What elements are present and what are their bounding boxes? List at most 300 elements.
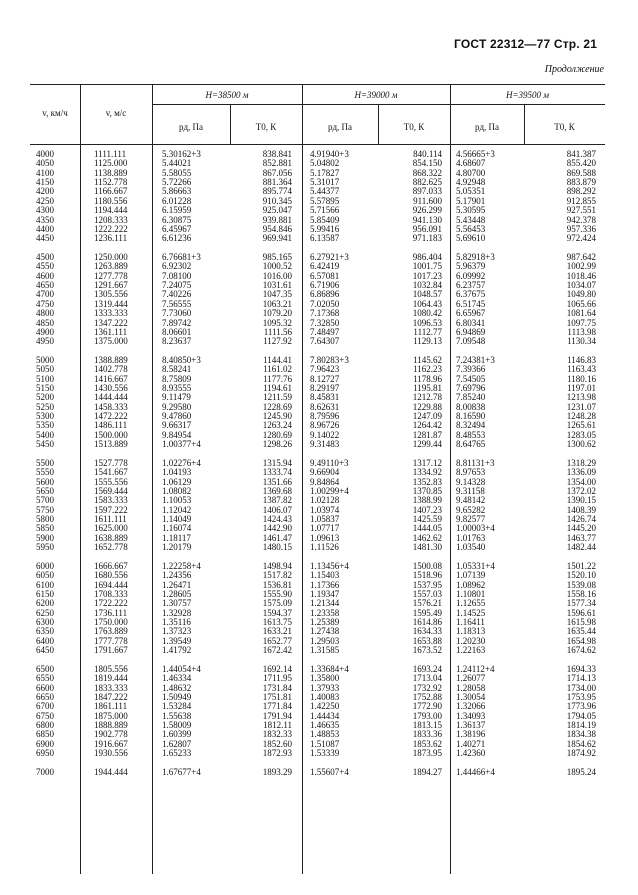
table-cell: 1541.667 [94, 467, 128, 478]
table-cell: 7.48497 [310, 326, 340, 337]
page-header-title: ГОСТ 22312—77 Стр. 21 [454, 37, 598, 51]
table-cell: 855.420 [566, 158, 596, 169]
table-cell: 1333.74 [262, 467, 292, 478]
table-cell: 1.03974 [310, 504, 340, 515]
table-cell: 1.30757 [162, 598, 192, 609]
table-cell: 1708.333 [94, 589, 128, 600]
table-cell: 6.23757 [456, 280, 486, 291]
table-cell: 1095.32 [262, 317, 292, 328]
table-cell: 1635.44 [566, 626, 596, 637]
table-cell: 1334.92 [412, 467, 442, 478]
table-cell: 9.66317 [162, 420, 192, 431]
table-cell: 1145.62 [413, 354, 442, 365]
table-cell: 1596.61 [566, 607, 596, 618]
table-cell: 1097.75 [566, 317, 596, 328]
table-cell: 5.44377 [310, 186, 340, 197]
table-cell: 897.033 [412, 186, 442, 197]
table-cell: 911.600 [413, 195, 442, 206]
table-cell: 1.23358 [310, 607, 340, 618]
table-cell: 1791.667 [94, 645, 128, 656]
row-block [534, 150, 596, 244]
table-cell: 1277.778 [94, 270, 128, 281]
table-cell: 1.42250 [310, 701, 340, 712]
table-cell: 1.53284 [162, 701, 192, 712]
table-cell: 1178.96 [413, 373, 442, 384]
table-cell: 5300 [36, 411, 54, 422]
table-cell: 7.24381+3 [456, 354, 495, 365]
table-cell: 1336.09 [566, 467, 596, 478]
table-cell: 1.33684+4 [310, 663, 349, 674]
table-cell: 1370.85 [412, 486, 442, 497]
table-cell: 1.01763 [456, 532, 486, 543]
table-cell: 1195.81 [413, 383, 442, 394]
row-block [384, 562, 442, 656]
header-t0-2: T0, К [403, 122, 425, 132]
table-cell: 1.06129 [162, 476, 192, 487]
table-cell: 5000 [36, 354, 54, 365]
table-cell: 1805.556 [94, 663, 128, 674]
table-cell: 1162.23 [413, 364, 442, 375]
table-cell: 1228.69 [262, 401, 292, 412]
table-cell: 5.72266 [162, 177, 192, 188]
table-cell: 939.881 [262, 214, 292, 225]
row-block [310, 253, 376, 347]
table-cell: 1.42360 [456, 748, 486, 759]
table-cell: 6.61236 [162, 233, 192, 244]
table-cell: 5.17901 [456, 195, 486, 206]
table-cell: 1772.90 [412, 701, 442, 712]
row-block [384, 459, 442, 553]
table-cell: 869.588 [566, 167, 596, 178]
table-cell: 1614.86 [412, 617, 442, 628]
table-cell: 1.08962 [456, 579, 486, 590]
col-divider-6 [450, 84, 451, 874]
table-cell: 1146.83 [567, 354, 596, 365]
table-cell: 1250.000 [94, 251, 128, 262]
table-cell: 1351.66 [262, 476, 292, 487]
table-cell: 1291.667 [94, 280, 128, 291]
table-cell: 1461.47 [262, 532, 292, 543]
table-cell: 1.40271 [456, 738, 486, 749]
table-cell: 5.86663 [162, 186, 192, 197]
table-cell: 1.26077 [456, 673, 486, 684]
header-pd-1: pд, Па [178, 122, 204, 132]
table-cell: 881.364 [262, 177, 292, 188]
header-v-kmh: v, км/ч [42, 108, 68, 118]
table-cell: 7000 [36, 766, 54, 777]
table-cell: 1127.92 [263, 336, 292, 347]
table-cell: 1.20179 [162, 542, 192, 553]
table-cell: 7.73060 [162, 308, 192, 319]
row-block [456, 562, 522, 656]
table-cell: 1536.81 [262, 579, 292, 590]
table-cell: 1.46334 [162, 673, 192, 684]
table-cell: 1.27438 [310, 626, 340, 637]
table-cell: 1763.889 [94, 626, 128, 637]
header-group-39000: H=39000 м [354, 90, 398, 100]
row-block [310, 562, 376, 656]
table-cell: 4500 [36, 251, 54, 262]
table-cell: 1893.29 [262, 766, 292, 777]
table-cell: 7.54505 [456, 373, 486, 384]
table-cell: 1.20230 [456, 635, 486, 646]
table-cell: 1575.09 [262, 598, 292, 609]
table-cell: 1.36137 [456, 720, 486, 731]
table-cell: 1.16074 [162, 523, 192, 534]
table-cell: 6.76681+3 [162, 251, 201, 262]
row-block [456, 150, 522, 244]
table-cell: 1916.667 [94, 738, 128, 749]
table-cell: 1.21344 [310, 598, 340, 609]
header-group-38500: H=38500 м [205, 90, 249, 100]
column-pd-1 [162, 150, 228, 787]
table-cell: 1430.556 [94, 383, 128, 394]
row-block [456, 253, 522, 347]
table-cell: 1018.46 [566, 270, 596, 281]
table-cell: 1416.667 [94, 373, 128, 384]
table-cell: 1895.24 [566, 766, 596, 777]
row-block [236, 665, 292, 759]
table-cell: 5900 [36, 532, 54, 543]
col-divider-2 [152, 84, 153, 874]
table-cell: 1211.59 [263, 392, 292, 403]
row-block [534, 253, 596, 347]
table-cell: 1064.43 [412, 298, 442, 309]
table-cell: 926.299 [412, 205, 442, 216]
table-cell: 1.26471 [162, 579, 192, 590]
table-cell: 1161.02 [263, 364, 292, 375]
table-cell: 1442.90 [262, 523, 292, 534]
table-cell: 1.07717 [310, 523, 340, 534]
row-block [236, 356, 292, 450]
column-t0-3 [534, 150, 596, 787]
table-cell: 1299.44 [412, 439, 442, 450]
table-cell: 1002.99 [566, 261, 596, 272]
table-cell: 9.31158 [456, 486, 485, 497]
table-cell: 1847.222 [94, 692, 128, 702]
table-cell: 6850 [36, 729, 54, 740]
table-cell: 1281.87 [412, 429, 442, 440]
table-cell: 986.404 [412, 251, 442, 262]
table-cell: 1482.44 [566, 542, 596, 553]
table-cell: 1.05331+4 [456, 560, 495, 571]
table-cell: 1.50949 [162, 692, 192, 702]
table-cell: 5.43448 [456, 214, 486, 225]
table-cell: 1231.07 [566, 401, 596, 412]
table-cell: 4.56665+3 [456, 149, 495, 159]
table-cell: 1750.000 [94, 617, 128, 628]
table-cell: 8.93555 [162, 383, 192, 394]
table-cell: 5.69610 [456, 233, 486, 244]
header-group-39500: H=39500 м [505, 90, 550, 100]
table-cell: 1874.92 [566, 748, 596, 759]
table-cell: 1.18117 [162, 532, 191, 543]
table-cell: 9.65282 [456, 504, 486, 515]
table-cell: 1425.59 [412, 514, 442, 525]
table-cell: 1481.30 [412, 542, 442, 553]
table-cell: 1.44466+4 [456, 766, 495, 777]
table-cell: 1.58009 [162, 720, 192, 731]
table-cell: 1517.82 [262, 570, 292, 581]
table-cell: 1.37323 [162, 626, 192, 637]
header-pd-2: pд, Па [327, 122, 353, 132]
table-cell: 7.17368 [310, 308, 340, 319]
table-cell: 4900 [36, 326, 54, 337]
table-cell: 1129.13 [413, 336, 442, 347]
table-cell: 1594.37 [262, 607, 292, 618]
table-cell: 1144.41 [263, 354, 292, 365]
table-cell: 1722.222 [94, 598, 128, 609]
table-cell: 4250 [36, 195, 54, 206]
col-divider-1 [80, 84, 81, 874]
table-cell: 4800 [36, 308, 54, 319]
row-block [162, 253, 228, 347]
row-block [456, 768, 522, 777]
table-cell: 1245.90 [262, 411, 292, 422]
table-cell: 6.65967 [456, 308, 486, 319]
table-cell: 6.13587 [310, 233, 340, 244]
row-block [534, 768, 596, 777]
table-cell: 1674.62 [566, 645, 596, 656]
table-cell: 1229.88 [412, 401, 442, 412]
table-cell: 1113.98 [567, 326, 596, 337]
table-cell: 1539.08 [566, 579, 596, 590]
table-cell: 1.24112+4 [456, 663, 495, 674]
table-cell: 5.58055 [162, 167, 192, 178]
table-cell: 1016.00 [262, 270, 292, 281]
table-cell: 5350 [36, 420, 54, 431]
table-cell: 882.625 [412, 177, 442, 188]
table-cell: 5950 [36, 542, 54, 553]
table-cell: 1.39549 [162, 635, 192, 646]
table-cell: 1873.95 [412, 748, 442, 759]
table-cell: 1049.80 [566, 289, 596, 300]
row-block [310, 459, 376, 553]
table-cell: 1.00003+4 [456, 523, 495, 534]
table-top-rule [30, 84, 605, 85]
table-cell: 1166.667 [94, 186, 128, 197]
header-bottom-rule [30, 144, 605, 145]
table-cell: 5.57895 [310, 195, 340, 206]
table-cell: 1501.22 [566, 560, 596, 571]
table-cell: 9.66904 [310, 467, 340, 478]
table-cell: 1424.43 [262, 514, 292, 525]
table-cell: 1387.82 [262, 495, 292, 506]
table-cell: 1.40083 [310, 692, 340, 702]
table-cell: 1130.34 [567, 336, 596, 347]
header-v-ms: v, м/с [105, 108, 127, 118]
row-block [162, 665, 228, 759]
table-cell: 8.58241 [162, 364, 192, 375]
table-cell: 1.48632 [162, 682, 192, 693]
table-cell: 4850 [36, 317, 54, 328]
table-cell: 6.57081 [310, 270, 340, 281]
row-block [236, 768, 292, 777]
table-cell: 5.82918+3 [456, 251, 495, 262]
table-cell: 1819.444 [94, 673, 128, 684]
row-block [384, 665, 442, 759]
table-cell: 6750 [36, 710, 54, 721]
table-cell: 4700 [36, 289, 54, 300]
table-cell: 867.056 [262, 167, 292, 178]
table-cell: 1.55638 [162, 710, 192, 721]
table-cell: 1557.03 [412, 589, 442, 600]
row-block [94, 150, 150, 244]
table-cell: 6.42419 [310, 261, 340, 272]
table-cell: 9.47860 [162, 411, 192, 422]
table-cell: 5650 [36, 486, 54, 497]
table-cell: 1.44434 [310, 710, 340, 721]
table-cell: 1402.778 [94, 364, 128, 375]
table-cell: 927.551 [566, 205, 596, 216]
table-cell: 1576.21 [412, 598, 442, 609]
table-cell: 1875.000 [94, 710, 128, 721]
table-cell: 1861.111 [94, 701, 128, 712]
table-cell: 6.30875 [162, 214, 192, 225]
table-cell: 1.00299+4 [310, 486, 349, 497]
table-cell: 868.322 [412, 167, 442, 178]
table-cell: 1680.556 [94, 570, 128, 581]
table-cell: 1347.222 [94, 317, 128, 328]
table-cell: 5.99416 [310, 223, 340, 234]
table-cell: 1500.08 [412, 560, 442, 571]
table-cell: 1537.95 [412, 579, 442, 590]
table-cell: 1138.889 [94, 167, 128, 178]
table-cell: 1180.16 [567, 373, 596, 384]
table-cell: 1777.778 [94, 635, 128, 646]
row-block [384, 253, 442, 347]
table-cell: 1613.75 [262, 617, 292, 628]
table-cell: 838.841 [262, 149, 292, 159]
table-cell: 1.04193 [162, 467, 192, 478]
table-cell: 1194.61 [263, 383, 292, 394]
table-cell: 971.183 [412, 233, 442, 244]
table-cell: 1.25389 [310, 617, 340, 628]
table-cell: 6.45967 [162, 223, 192, 234]
table-cell: 1388.99 [412, 495, 442, 506]
table-cell: 1854.62 [566, 738, 596, 749]
table-cell: 1212.78 [412, 392, 442, 403]
table-cell: 1248.28 [566, 411, 596, 422]
table-cell: 8.12727 [310, 373, 340, 384]
table-cell: 6.71906 [310, 280, 340, 291]
table-cell: 1444.05 [412, 523, 442, 534]
table-cell: 8.48553 [456, 429, 486, 440]
row-block [36, 459, 76, 553]
table-cell: 1653.88 [412, 635, 442, 646]
table-cell: 6500 [36, 663, 54, 674]
table-cell: 1.10053 [162, 495, 192, 506]
table-cell: 1625.000 [94, 523, 128, 534]
column-v-kmh [36, 150, 76, 787]
table-cell: 1.28058 [456, 682, 486, 693]
table-cell: 1.02128 [310, 495, 340, 506]
table-cell: 8.79596 [310, 411, 340, 422]
table-cell: 1180.556 [94, 195, 128, 206]
table-cell: 1406.07 [262, 504, 292, 515]
table-cell: 1731.84 [262, 682, 292, 693]
table-cell: 1283.05 [566, 429, 596, 440]
table-cell: 6200 [36, 598, 54, 609]
table-cell: 1.10801 [456, 589, 486, 600]
table-cell: 1390.15 [566, 495, 596, 506]
table-cell: 1.31585 [310, 645, 340, 656]
table-cell: 5.44021 [162, 158, 192, 169]
table-cell: 1888.889 [94, 720, 128, 731]
row-block [94, 356, 150, 450]
table-cell: 5150 [36, 383, 54, 394]
table-cell: 1583.333 [94, 495, 128, 506]
table-cell: 1375.000 [94, 336, 128, 347]
row-block [94, 562, 150, 656]
row-block [162, 150, 228, 244]
table-cell: 6.37675 [456, 289, 486, 300]
row-block [310, 356, 376, 450]
table-cell: 5450 [36, 439, 54, 450]
table-cell: 1.12655 [456, 598, 486, 609]
table-cell: 5400 [36, 429, 54, 440]
table-cell: 1638.889 [94, 532, 128, 543]
table-cell: 1513.889 [94, 439, 128, 450]
table-cell: 1.65233 [162, 748, 192, 759]
row-block [534, 356, 596, 450]
row-block [456, 356, 522, 450]
table-cell: 5700 [36, 495, 54, 506]
table-cell: 1080.42 [412, 308, 442, 319]
table-cell: 1.09613 [310, 532, 340, 543]
table-cell: 6000 [36, 560, 54, 571]
table-cell: 1352.83 [412, 476, 442, 487]
row-block [36, 768, 76, 777]
table-cell: 1081.64 [566, 308, 596, 319]
table-cell: 1407.23 [412, 504, 442, 515]
row-block [384, 150, 442, 244]
table-cell: 4050 [36, 158, 54, 169]
table-cell: 7.32850 [310, 317, 340, 328]
table-cell: 6050 [36, 570, 54, 581]
table-cell: 1.32928 [162, 607, 192, 618]
row-block [94, 665, 150, 759]
table-cell: 1518.96 [412, 570, 442, 581]
table-cell: 969.941 [262, 233, 292, 244]
table-cell: 854.150 [412, 158, 442, 169]
table-cell: 8.64765 [456, 439, 486, 450]
table-cell: 1.30054 [456, 692, 486, 702]
table-cell: 4150 [36, 177, 54, 188]
table-cell: 1771.84 [262, 701, 292, 712]
table-cell: 6650 [36, 692, 54, 702]
table-cell: 1714.13 [566, 673, 596, 684]
table-cell: 6600 [36, 682, 54, 693]
table-cell: 1.60399 [162, 729, 192, 740]
table-cell: 1694.444 [94, 579, 128, 590]
table-cell: 8.06601 [162, 326, 192, 337]
table-cell: 6550 [36, 673, 54, 684]
table-cell: 5.05351 [456, 186, 486, 197]
table-cell: 7.56555 [162, 298, 192, 309]
header-pd-3: pд, Па [474, 122, 500, 132]
table-cell: 6450 [36, 645, 54, 656]
table-cell: 1.34093 [456, 710, 486, 721]
table-cell: 5.71566 [310, 205, 340, 216]
table-cell: 4100 [36, 167, 54, 178]
table-cell: 5.30162+3 [162, 149, 201, 159]
table-cell: 1711.95 [263, 673, 292, 684]
table-cell: 4600 [36, 270, 54, 281]
table-cell: 1236.111 [94, 233, 128, 244]
table-cell: 1.22163 [456, 645, 486, 656]
table-cell: 7.08100 [162, 270, 192, 281]
